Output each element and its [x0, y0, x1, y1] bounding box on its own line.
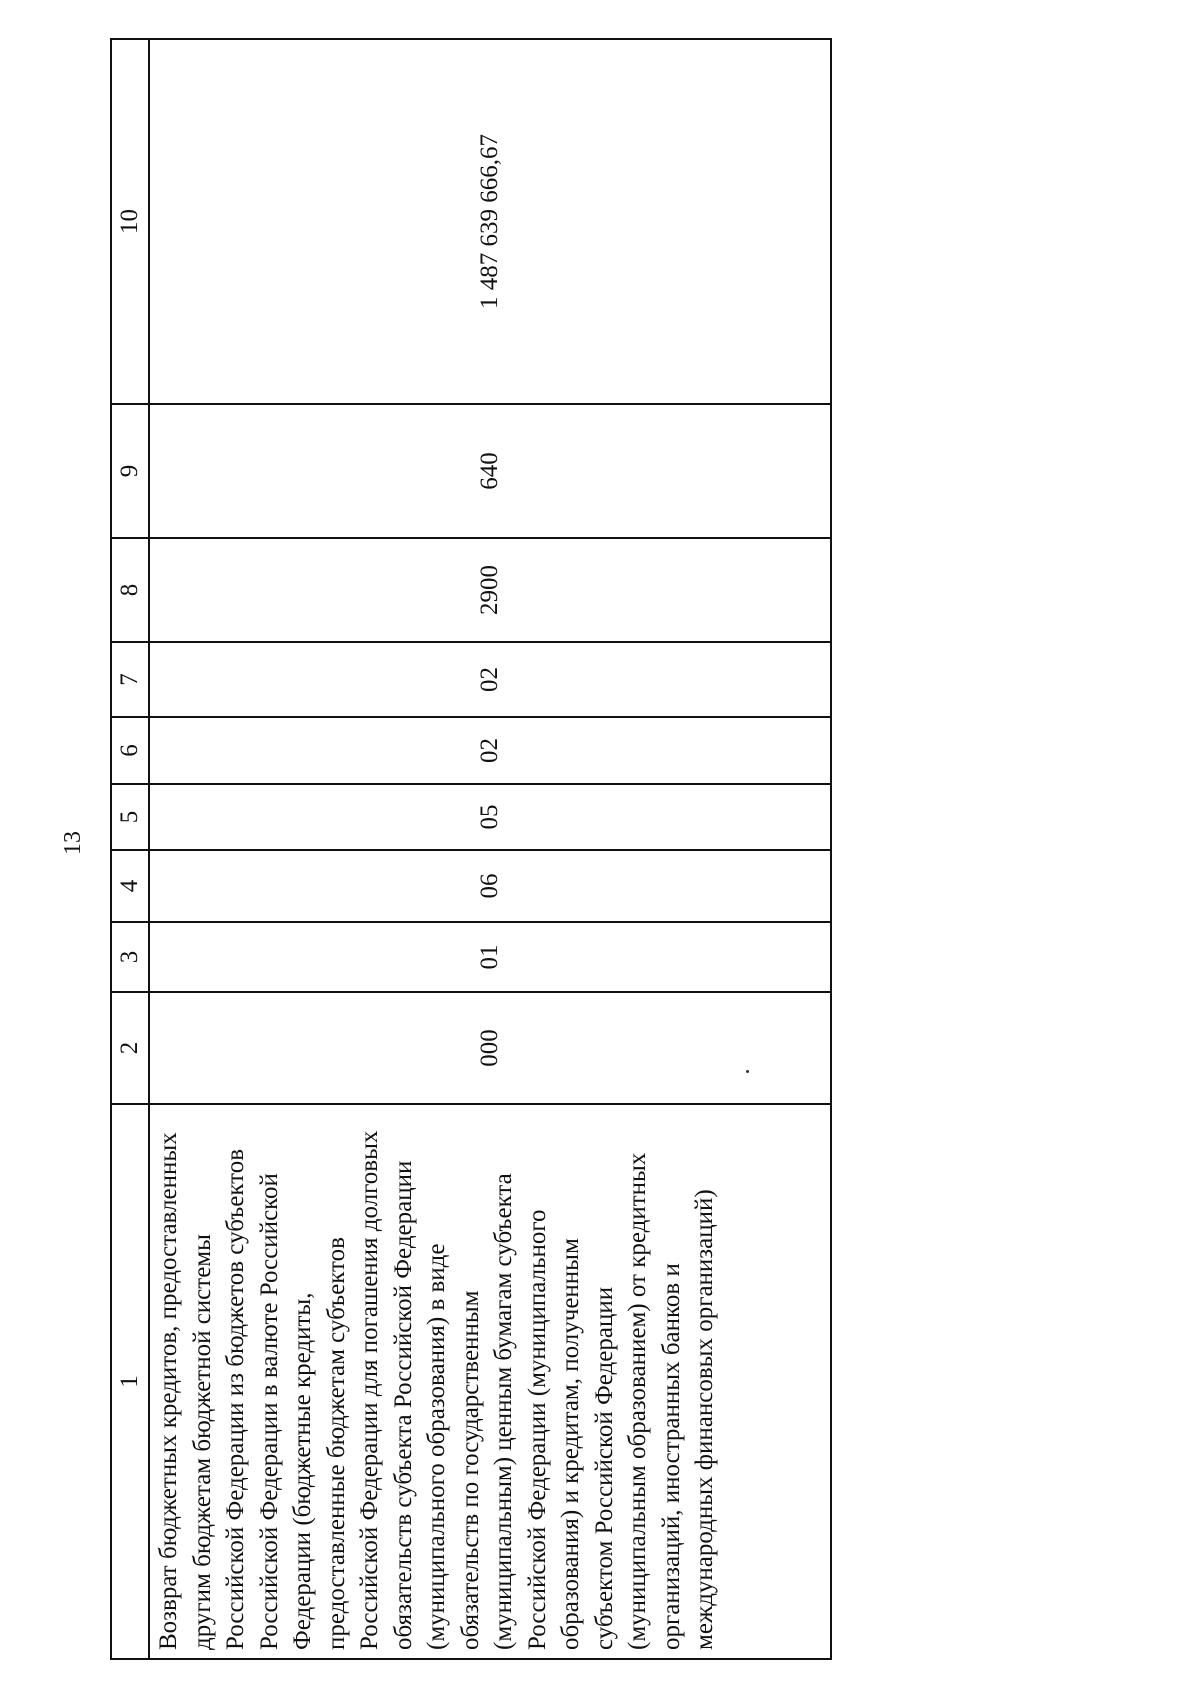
header-col-5: 5	[111, 784, 149, 850]
scan-speck	[746, 1070, 749, 1073]
header-col-1: 1	[111, 1104, 149, 1659]
header-col-4: 4	[111, 850, 149, 922]
code-cell-7: 02	[149, 642, 831, 717]
description-line: Российской Федерации (муниципального	[523, 1209, 551, 1650]
header-col-7: 7	[111, 642, 149, 717]
description-line: (муниципального образования) в виде	[423, 1243, 450, 1650]
description-line: организаций, иностранных банков и	[657, 1263, 685, 1650]
budget-table	[110, 38, 832, 1660]
budget-table-container	[110, 40, 832, 1660]
code-cell-6: 02	[149, 717, 831, 784]
description-line: международных финансовых организаций)	[691, 1189, 718, 1650]
header-col-9: 9	[111, 404, 149, 538]
description-line: обязательств субъекта Российской Федерации	[389, 1160, 417, 1650]
description-line: (муниципальным образованием) от кредитных	[624, 1152, 651, 1650]
page-number: 13	[60, 831, 86, 855]
description-line: Федерации (бюджетные кредиты,	[289, 1292, 316, 1650]
description-line: (муниципальным) ценным бумагам субъекта	[490, 1173, 517, 1650]
code-cell-5: 05	[149, 784, 831, 850]
code-cell-2: 000	[149, 992, 831, 1104]
description-line: субъектом Российской Федерации	[590, 1286, 618, 1650]
description-line: Российской Федерации для погашения долговых	[356, 1130, 383, 1650]
description-line: Возврат бюджетных кредитов, предоставленных	[155, 1132, 182, 1650]
description-line: Российской Федерации из бюджетов субъектов	[222, 1148, 249, 1650]
code-cell-9: 640	[149, 404, 831, 538]
header-col-6: 6	[111, 717, 149, 784]
description-cell	[149, 1104, 831, 1659]
header-col-2: 2	[111, 992, 149, 1104]
code-cell-4: 06	[149, 850, 831, 922]
amount-cell: 1 487 639 666,67	[149, 39, 831, 404]
description-line: Российской Федерации в валюте Российской	[255, 1173, 283, 1650]
description-line: образования) и кредитам, полученным	[557, 1238, 584, 1650]
header-col-3: 3	[111, 922, 149, 992]
code-cell-3: 01	[149, 922, 831, 992]
table-row	[149, 39, 831, 1659]
header-col-8: 8	[111, 538, 149, 642]
code-cell-8: 2900	[149, 538, 831, 642]
header-col-10: 10	[111, 39, 149, 404]
description-line: обязательств по государственным	[456, 1290, 484, 1650]
description-line: другим бюджетам бюджетной системы	[188, 1234, 216, 1650]
description-line: предоставленные бюджетам субъектов	[322, 1237, 350, 1650]
header-row	[111, 39, 149, 1659]
